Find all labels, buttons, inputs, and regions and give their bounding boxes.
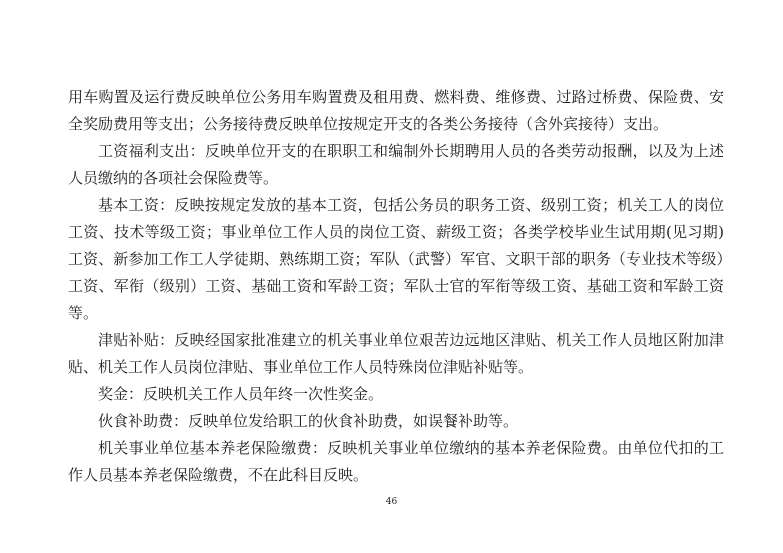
paragraph-allowances: 津贴补贴：反映经国家批准建立的机关事业单位艰苦边远地区津贴、机关工作人员地区附加津贴、机关工作人员岗位津贴、事业单位工作人员特殊岗位津贴补贴等。	[68, 331, 724, 376]
paragraph-meal-subsidy: 伙食补助费：反映单位发给职工的伙食补助费，如误餐补助等。	[98, 412, 519, 430]
page-number: 46	[385, 497, 398, 507]
paragraph-basic-salary: 基本工资：反映按规定发放的基本工资，包括公务员的职务工资、级别工资；机关工人的岗位工资、技术等级工资；事业单位工作人员的岗位工资、薪级工资；各类学校毕业生试用期(见习期)工资、新参加工作工人学徒期、熟练期工资；军队（武警）军官、文职干部的职务（专业技术等级）工资、军衔（级别）工资、基础工资和军龄工资；军队士官的军衔等级工资、基础工资和军龄工资等。	[68, 196, 724, 322]
paragraph-bonus: 奖金：反映机关工作人员年终一次性奖金。	[98, 385, 384, 403]
body-text	[68, 84, 724, 489]
paragraph-wages-welfare: 工资福利支出：反映单位开支的在职职工和编制外长期聘用人员的各类劳动报酬，以及为上述人员缴纳的各项社会保险费等。	[68, 142, 724, 187]
paragraph-vehicle-reception-expenses: 用车购置及运行费反映单位公务用车购置费及租用费、燃料费、维修费、过路过桥费、保险费、安全奖励费用等支出；公务接待费反映单位按规定开支的各类公务接待（含外宾接待）支出。	[68, 88, 724, 133]
paragraph-pension-insurance: 机关事业单位基本养老保险缴费：反映机关事业单位缴纳的基本养老保险费。由单位代扣的工作人员基本养老保险缴费，不在此科目反映。	[68, 439, 724, 484]
